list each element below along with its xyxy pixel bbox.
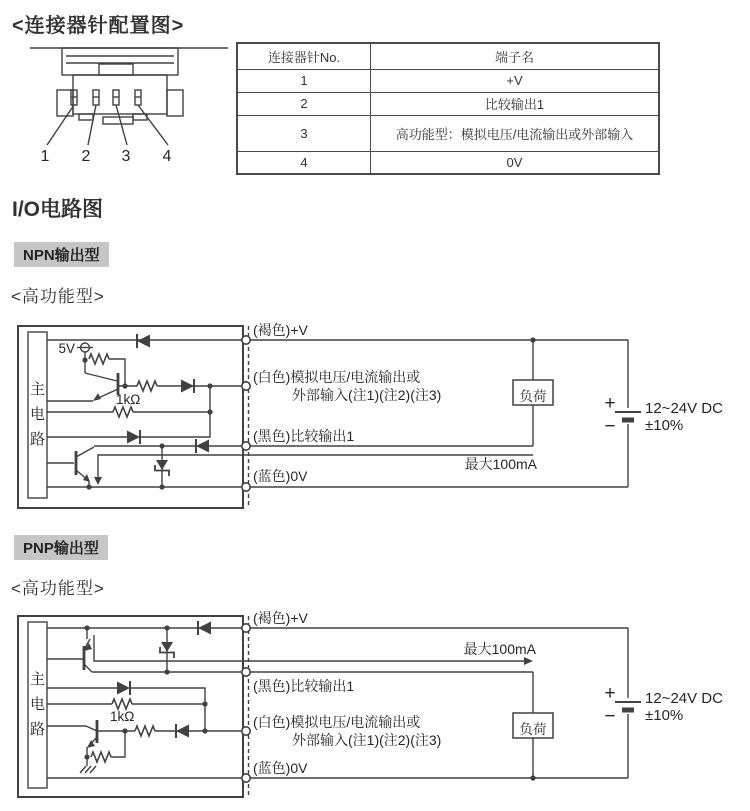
- pnp-transistor-analog: [47, 720, 97, 757]
- npn-diode-row4: [127, 430, 140, 444]
- npn-resistor-r3: [113, 407, 133, 417]
- npn-5v-source: [77, 343, 93, 363]
- npn-black-label: (黑色)比较输出1: [253, 428, 355, 444]
- connector-pins: [71, 90, 141, 105]
- npn-outer-box: [18, 326, 243, 508]
- npn-white-label-line2: 外部输入(注1)(注2)(注3): [292, 387, 442, 403]
- npn-supply-voltage: 12~24V DC: [645, 400, 723, 417]
- npn-1k-label: 1kΩ: [116, 392, 141, 407]
- npn-max-current-label: 最大100mA: [464, 456, 537, 472]
- pnp-subtype-label: <高功能型>: [11, 579, 105, 598]
- npn-minus-sign: −: [604, 416, 616, 437]
- npn-blue-label: (蓝色)0V: [253, 468, 308, 484]
- pnp-plus-sign: +: [604, 683, 616, 704]
- io-section-title: I/O电路图: [12, 198, 104, 221]
- pnp-type-badge: PNP输出型: [14, 535, 108, 560]
- pnp-minus-sign: −: [604, 706, 616, 727]
- pnp-supply-tolerance: ±10%: [645, 707, 684, 724]
- pin-name: 高功能型：模拟电压/电流输出或外部输入: [371, 115, 660, 151]
- pnp-diode-supply: [198, 621, 211, 635]
- pnp-diode-white: [176, 724, 189, 738]
- npn-main-circuit-label: [30, 381, 45, 448]
- pin-number-2: 2: [81, 148, 91, 165]
- svg-text:电: 电: [29, 696, 46, 713]
- npn-white-label-line1: (白色)模拟电压/电流输出或: [253, 369, 421, 385]
- npn-plus-sign: +: [604, 393, 616, 414]
- npn-transistor-output: [47, 447, 94, 487]
- pin-table-header-name: 端子名: [371, 43, 660, 69]
- pin-no: 3: [237, 115, 371, 151]
- npn-diode-black: [196, 439, 209, 453]
- pnp-zener-diode: [160, 628, 174, 672]
- npn-resistor-r1: [89, 354, 109, 364]
- connector-latch-tab: [99, 64, 133, 75]
- connector-section-title: <连接器针配置图>: [12, 15, 185, 37]
- pnp-diode-row2: [117, 681, 130, 695]
- pin-number-3: 3: [121, 148, 131, 165]
- npn-subtype-label: <高功能型>: [11, 287, 105, 306]
- npn-type-badge: NPN输出型: [14, 242, 109, 267]
- pin-name: 0V: [371, 151, 660, 174]
- svg-text:主: 主: [29, 671, 46, 688]
- connector-shell: [62, 48, 178, 75]
- pnp-resistor-white: [135, 726, 155, 736]
- pnp-outer-box: [18, 616, 243, 797]
- npn-diode-white: [181, 379, 194, 393]
- npn-battery: [615, 412, 641, 420]
- npn-transistor-upper: [47, 360, 118, 401]
- pnp-battery: [615, 702, 641, 710]
- pnp-resistor-emitter: [91, 752, 111, 762]
- npn-supply-tolerance: ±10%: [645, 417, 684, 434]
- npn-load-label: 负荷: [519, 389, 547, 405]
- pnp-white-label-line1: (白色)模拟电压/电流输出或: [253, 714, 421, 730]
- pnp-load-label: 负荷: [519, 722, 547, 738]
- pin-leader-lines: [47, 105, 168, 145]
- npn-resistor-r2: [137, 381, 157, 391]
- npn-brown-label: (褐色)+V: [253, 322, 308, 338]
- pnp-resistor-r3: [112, 699, 132, 709]
- pnp-row2-link: [130, 688, 205, 731]
- npn-circuit-diagram: [18, 322, 723, 508]
- pnp-circuit-diagram: [18, 610, 723, 797]
- pin-no: 1: [237, 69, 371, 92]
- svg-text:主: 主: [29, 381, 46, 398]
- connector-bottom-profile: [79, 114, 147, 124]
- pin-no: 4: [237, 151, 371, 174]
- svg-text:电: 电: [29, 406, 46, 423]
- pnp-white-label-line2: 外部输入(注1)(注2)(注3): [292, 732, 442, 748]
- pnp-emitter-link: [111, 731, 125, 757]
- pnp-brown-label: (褐色)+V: [253, 610, 308, 626]
- npn-5v-label: 5V: [58, 341, 75, 356]
- pin-no: 2: [237, 92, 371, 115]
- svg-text:路: 路: [29, 721, 46, 738]
- pin-number-4: 4: [162, 148, 172, 165]
- pnp-black-label: (黑色)比较输出1: [253, 678, 355, 694]
- connector-wing-right: [167, 90, 183, 116]
- pin-table-header-no: 连接器针No.: [237, 43, 371, 69]
- npn-zener-diode: [155, 446, 169, 487]
- pnp-ground: [80, 757, 96, 773]
- pnp-supply-voltage: 12~24V DC: [645, 690, 723, 707]
- pnp-1k-label: 1kΩ: [110, 709, 135, 724]
- connector-drawing: [30, 48, 228, 165]
- npn-diode-supply: [137, 334, 150, 348]
- pin-name: 比较输出1: [371, 92, 660, 115]
- pnp-main-circuit-label: [30, 671, 45, 738]
- pnp-blue-label: (蓝色)0V: [253, 760, 308, 776]
- connector-body: [73, 75, 167, 114]
- pnp-max-current-label: 最大100mA: [463, 641, 536, 657]
- pnp-transistor-output: [47, 628, 92, 672]
- pin-number-1: 1: [40, 148, 50, 165]
- svg-text:路: 路: [29, 431, 46, 448]
- pin-name: +V: [371, 69, 660, 92]
